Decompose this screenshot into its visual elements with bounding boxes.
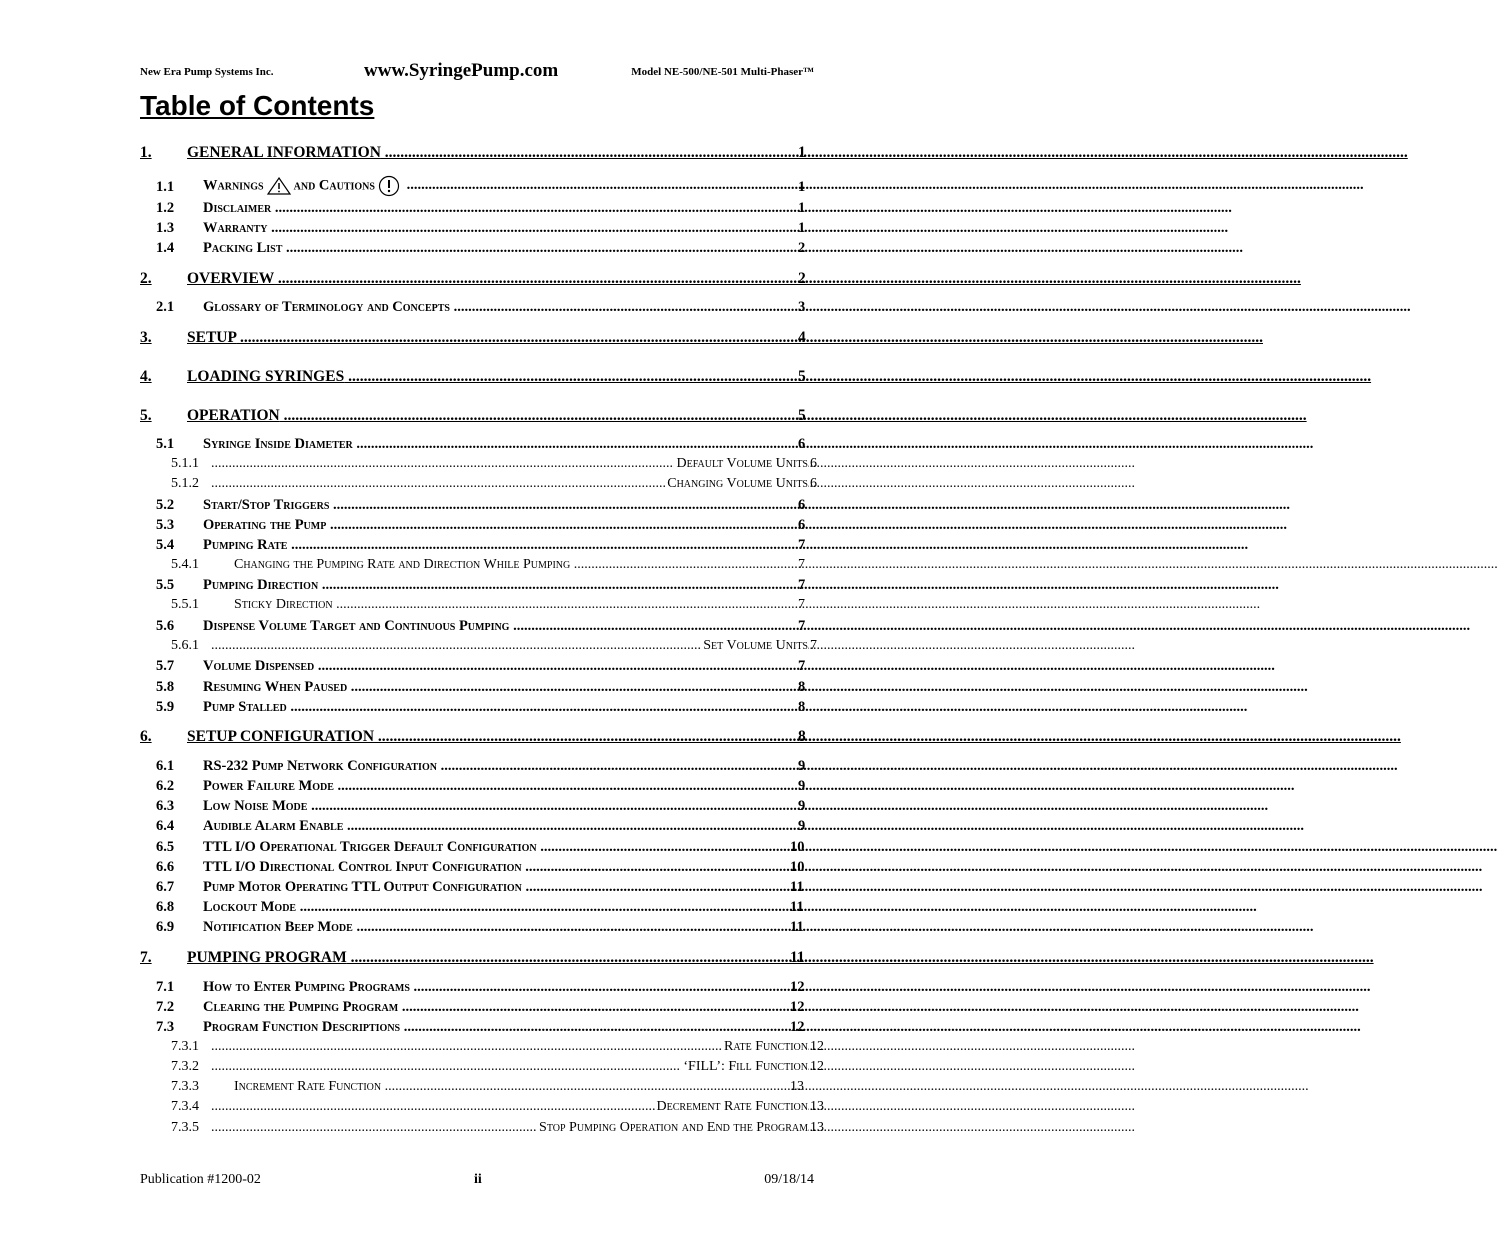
toc-entry-title <box>211 476 808 496</box>
company-name: New Era Pump Systems Inc. <box>140 66 274 78</box>
toc-entry-title: ‘FILL’: Fill Function <box>683 1059 808 1074</box>
toc-leader-dots <box>211 638 1135 654</box>
toc-entry-title <box>211 456 808 476</box>
toc-entry-title: Program Function Descriptions ..... <box>203 1019 788 1036</box>
toc-entry-number: 5.1.1 <box>171 456 199 471</box>
toc-entry-title: Pump Stalled ..... <box>203 699 796 716</box>
toc-entry-page: 1 <box>798 144 806 161</box>
toc-entry-title <box>211 1120 808 1140</box>
toc-entry-title: LOADING SYRINGES ..... <box>187 368 796 386</box>
toc-entry-page: 11 <box>790 949 805 966</box>
toc-entry-page: 12 <box>810 1039 824 1054</box>
toc-entry-number: 1. <box>140 144 152 161</box>
toc-entry-title: Glossary of Terminology and Concepts ..... <box>203 299 796 316</box>
toc-entry-number: 5.6 <box>156 618 175 634</box>
toc-entry-page: 12 <box>810 1059 824 1074</box>
toc-entry-page: 9 <box>798 758 806 774</box>
toc-entry-title: Notification Beep Mode ..... <box>203 919 788 936</box>
caution-circle-icon <box>378 175 400 197</box>
toc-entry-title: OPERATION ..... <box>187 407 796 425</box>
toc-entry-title <box>203 175 796 197</box>
toc-entry-title: GENERAL INFORMATION ..... <box>187 144 796 162</box>
toc-entry-number: 5.9 <box>156 699 175 715</box>
toc-entry-number: 7.3.4 <box>171 1099 199 1114</box>
toc-entry-page: 6 <box>798 517 806 533</box>
toc-entry-page: 12 <box>790 999 805 1015</box>
toc-entry-page: 9 <box>798 798 806 814</box>
toc-entry-title-part: and Cautions <box>293 177 375 194</box>
toc-leader-dots <box>211 1059 1135 1075</box>
toc-entry-title: Rate Function <box>724 1039 808 1054</box>
toc-entry-page: 1 <box>798 179 806 195</box>
toc-leader-dots <box>211 456 1135 472</box>
page-number: ii <box>474 1172 482 1187</box>
toc-entry-page: 8 <box>798 699 806 715</box>
toc-entry-title: Disclaimer ..... <box>203 200 796 217</box>
toc-entry-title: Set Volume Units <box>703 638 808 653</box>
toc-entry-title <box>211 638 808 658</box>
toc-entry-number: 2. <box>140 270 152 287</box>
toc-entry-page: 7 <box>798 537 806 553</box>
toc-entry-page: 3 <box>798 299 806 315</box>
toc-entry-title: PUMPING PROGRAM ..... <box>187 949 788 967</box>
toc-entry-page: 7 <box>798 577 806 593</box>
toc-entry-number: 7.3.3 <box>171 1079 199 1094</box>
toc-entry-title: Sticky Direction ..... <box>234 597 796 613</box>
toc-entry-number: 1.2 <box>156 200 175 216</box>
toc-entry-number: 2.1 <box>156 299 175 315</box>
toc-entry-title: RS-232 Pump Network Configuration ..... <box>203 758 796 775</box>
toc-entry-page: 1 <box>798 220 806 236</box>
toc-entry-number: 4. <box>140 368 152 385</box>
toc-entry-page: 12 <box>790 979 805 995</box>
publication-number: Publication #1200-02 <box>140 1172 261 1187</box>
toc-entry-number: 6.3 <box>156 798 175 814</box>
toc-entry-title: Power Failure Mode ..... <box>203 778 796 795</box>
toc-entry-page: 12 <box>790 1019 805 1035</box>
toc-entry-number: 6.6 <box>156 859 175 875</box>
toc-entry-number: 5.7 <box>156 658 175 674</box>
toc-entry-page: 7 <box>798 597 805 612</box>
publication-date: 09/18/14 <box>764 1172 814 1187</box>
model-name: Model NE-500/NE-501 Multi-Phaser™ <box>631 66 814 78</box>
toc-entry-page: 7 <box>798 658 806 674</box>
toc-entry-number: 7.3.2 <box>171 1059 199 1074</box>
toc-entry-title: Pumping Rate ..... <box>203 537 796 554</box>
toc-entry-number: 6.1 <box>156 758 175 774</box>
toc-entry-title: Pumping Direction ..... <box>203 577 796 594</box>
toc-entry-page: 6 <box>798 436 806 452</box>
toc-entry-number: 5.2 <box>156 497 175 513</box>
toc-entry-title: Packing List ..... <box>203 240 796 257</box>
toc-entry-title: Low Noise Mode ..... <box>203 798 796 815</box>
toc-entry-page: 8 <box>798 728 806 745</box>
page-header <box>140 62 814 86</box>
toc-entry-page: 9 <box>798 778 806 794</box>
website-url[interactable]: www.SyringePump.com <box>364 60 559 81</box>
toc-entry-page: 5 <box>798 368 806 385</box>
toc-entry-title: Syringe Inside Diameter ..... <box>203 436 796 453</box>
toc-entry-page: 10 <box>790 859 805 875</box>
toc-entry-number: 7.3.1 <box>171 1039 199 1054</box>
toc-entry-number: 6.5 <box>156 839 175 855</box>
toc-entry-number: 1.4 <box>156 240 175 256</box>
toc-entry-number: 5.6.1 <box>171 638 199 653</box>
toc-entry-title: Changing the Pumping Rate and Direction While Pumping ..... <box>234 557 796 573</box>
toc-entry-title-part: Warnings <box>203 177 264 194</box>
toc-entry-title: Changing Volume Units <box>667 476 808 491</box>
toc-entry-title <box>211 1099 808 1119</box>
toc-entry-number: 5.4 <box>156 537 175 553</box>
toc-entry-number: 6.2 <box>156 778 175 794</box>
toc-entry-page: 13 <box>810 1099 824 1114</box>
toc-entry-number: 6.7 <box>156 879 175 895</box>
toc-entry-number: 5.8 <box>156 679 175 695</box>
toc-entry-number: 7. <box>140 949 152 966</box>
toc-entry-page: 7 <box>798 557 805 572</box>
toc-entry-page: 2 <box>798 240 806 256</box>
toc-entry-title: SETUP CONFIGURATION ..... <box>187 728 796 746</box>
toc-entry-page: 11 <box>790 899 804 915</box>
toc-entry-page: 13 <box>810 1120 824 1135</box>
toc-entry-number: 5.3 <box>156 517 175 533</box>
toc-entry-page: 11 <box>790 879 804 895</box>
toc-entry-number: 6.8 <box>156 899 175 915</box>
toc-entry-page: 6 <box>810 476 817 491</box>
toc-entry-title: TTL I/O Operational Trigger Default Configuration ..... <box>203 839 788 856</box>
toc-entry-page: 1 <box>798 200 806 216</box>
toc-entry-number: 7.1 <box>156 979 175 995</box>
toc-entry-number: 7.3 <box>156 1019 175 1035</box>
page-title: Table of Contents <box>140 90 375 121</box>
toc-entry-page: 10 <box>790 839 805 855</box>
toc-entry-page: 2 <box>798 270 806 287</box>
toc-entry-page: 9 <box>798 818 806 834</box>
toc-entry-number: 5.4.1 <box>171 557 199 572</box>
toc-entry-page: 7 <box>810 638 817 653</box>
toc-entry-title: SETUP ..... <box>187 329 796 347</box>
toc-entry-number: 7.2 <box>156 999 175 1015</box>
toc-entry-title: Volume Dispensed ..... <box>203 658 796 675</box>
toc-entry-number: 7.3.5 <box>171 1120 199 1135</box>
toc-entry-title: Operating the Pump ..... <box>203 517 796 534</box>
toc-entry-title: Dispense Volume Target and Continuous Pumping ..... <box>203 618 796 635</box>
toc-entry-title: OVERVIEW ..... <box>187 270 796 288</box>
toc-entry-title <box>211 1039 808 1059</box>
toc-entry-number: 6.4 <box>156 818 175 834</box>
warning-triangle-icon <box>267 177 291 195</box>
toc-entry-number: 5. <box>140 407 152 424</box>
toc-entry-page: 8 <box>798 679 806 695</box>
toc-entry-title <box>211 1059 808 1079</box>
toc-entry-title: Audible Alarm Enable ..... <box>203 818 796 835</box>
toc-entry-page: 7 <box>798 618 806 634</box>
toc-entry-number: 1.1 <box>156 179 175 195</box>
toc-entry-page: 5 <box>798 407 806 424</box>
toc-entry-title: Default Volume Units <box>676 456 808 471</box>
toc-entry-title: Stop Pumping Operation and End the Program <box>539 1120 808 1135</box>
toc-entry-title: How to Enter Pumping Programs ..... <box>203 979 788 996</box>
toc-entry-number: 1.3 <box>156 220 175 236</box>
toc-entry-page: 11 <box>790 919 804 935</box>
toc-entry-title: Decrement Rate Function <box>656 1099 808 1114</box>
toc-entry-page: 6 <box>810 456 817 471</box>
toc-entry-title: Warranty ..... <box>203 220 796 237</box>
toc-entry-number: 5.1 <box>156 436 175 452</box>
toc-entry-number: 6.9 <box>156 919 175 935</box>
toc-entry-title: TTL I/O Directional Control Input Configuration ..... <box>203 859 788 876</box>
toc-entry-title: Lockout Mode ..... <box>203 899 788 916</box>
toc-entry-number: 3. <box>140 329 152 346</box>
toc-entry-number: 5.5.1 <box>171 597 199 612</box>
toc-entry-title: Increment Rate Function ..... <box>234 1079 788 1095</box>
toc-entry-title: Resuming When Paused ..... <box>203 679 796 696</box>
toc-entry-title: Pump Motor Operating TTL Output Configuration ..... <box>203 879 788 896</box>
toc-entry-number: 5.5 <box>156 577 175 593</box>
toc-entry-number: 6. <box>140 728 152 745</box>
toc-entry-title: Clearing the Pumping Program ..... <box>203 999 788 1016</box>
toc-entry-title: Start/Stop Triggers ..... <box>203 497 796 514</box>
toc-entry-number: 5.1.2 <box>171 476 199 491</box>
toc-entry-page: 4 <box>798 329 806 346</box>
toc-entry-page: 13 <box>790 1079 804 1094</box>
toc-leader-dots <box>211 1039 1135 1055</box>
toc-entry-page: 6 <box>798 497 806 513</box>
